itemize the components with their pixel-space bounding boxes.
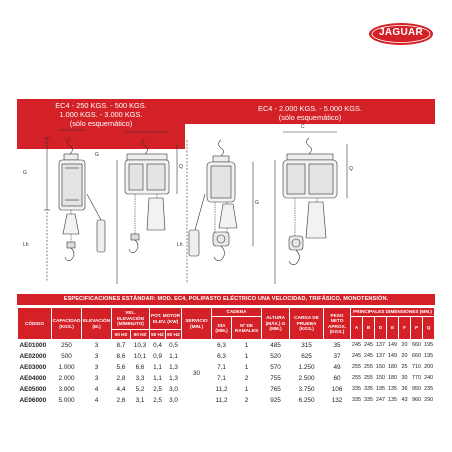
hoist-side-view-right: [275, 132, 347, 284]
cell-dim-p: 710: [412, 364, 422, 370]
cell-capacidad: 500: [52, 351, 82, 362]
cell-dim-a: 335: [351, 395, 363, 406]
cell-carga: 315: [301, 342, 312, 349]
cell-dim-b: 335: [363, 395, 375, 406]
col-header-pot-50hz: 50 HZ: [150, 330, 166, 340]
cell-codigo: AE05000: [19, 386, 47, 393]
cell-pot-60: 1,3: [169, 364, 178, 371]
cell-altura: 485: [270, 342, 281, 349]
hoist-front-view-right: [187, 140, 253, 284]
jaguar-logo: [368, 22, 434, 46]
table-row: [18, 362, 435, 373]
cell-dia: 11,2: [215, 386, 228, 393]
cell-pot-60: 0,5: [169, 342, 178, 349]
cell-pot-60: 3,0: [166, 395, 182, 406]
header-left-line: 1.000 KGS. - 3.000 KGS.: [59, 110, 143, 119]
cell-codigo: AE01000: [19, 342, 47, 349]
cell-pot-60: 1,3: [166, 373, 182, 384]
cell-codigo: AE02000: [18, 351, 52, 362]
cell-peso: 106: [331, 386, 343, 393]
cell-dim-e: 149: [388, 342, 398, 348]
cell-altura: 765: [270, 386, 281, 393]
cell-dim-f: 25: [401, 364, 408, 370]
cell-dim-d: 137: [376, 342, 386, 348]
cell-pot-60: 1,1: [166, 351, 182, 362]
cell-dim-q: 290: [423, 395, 435, 406]
cell-vel-60: 6,6: [135, 364, 145, 371]
dim-label-g-right: G: [255, 200, 259, 206]
cell-dia: 6,3: [212, 351, 232, 362]
cell-altura: 755: [262, 373, 290, 384]
col-header-principales: PRINCIPALES DIMENSIONES (MM.): [351, 308, 435, 317]
cell-altura: 570: [270, 364, 281, 371]
col-header-altura: ALTURA (MÁX.) G (MM.): [262, 308, 290, 340]
cell-dim-d: 150: [375, 373, 387, 384]
header-right-line: (sólo esquemático): [278, 113, 342, 122]
table-row: [18, 373, 435, 384]
cell-ramales: 1: [244, 386, 249, 393]
cell-capacidad: 1.000: [58, 364, 75, 371]
logo-text: JAGUAR: [378, 27, 424, 38]
cell-dim-q: 240: [423, 373, 435, 384]
cell-dim-f: 36: [401, 386, 408, 392]
dim-label-q-right: Q: [349, 166, 353, 172]
dim-label-q-left: Q: [179, 164, 183, 170]
cell-dim-e: 135: [388, 386, 398, 392]
cell-dim-e: 180: [388, 364, 398, 370]
spec-table: [17, 307, 435, 406]
cell-elevacion: 4: [94, 386, 99, 393]
cell-elevacion: 3: [82, 351, 112, 362]
col-header-dim-p: P: [411, 317, 423, 340]
cell-dim-b: 255: [364, 364, 374, 370]
cell-dim-q: 195: [423, 351, 435, 362]
cell-pot-50: 1,1: [153, 364, 162, 371]
spec-title: ESPECIFICACIONES ESTÁNDAR: MOD. EC4, POLIPASTO ELÉCTRICO UNA VELOCIDAD, TRIFÁSICO, MONOTENSIÓN.: [63, 296, 389, 302]
cell-carga: 625: [290, 351, 324, 362]
col-header-dim-e: E: [387, 317, 399, 340]
cell-dia: 6,3: [217, 342, 226, 349]
cell-pot-50: 0,9: [150, 351, 166, 362]
cell-vel-50: 4,4: [116, 386, 126, 393]
cell-dim-d: 150: [376, 364, 386, 370]
cell-dim-p: 660: [412, 342, 422, 348]
cell-dim-b: 245: [363, 351, 375, 362]
col-header-vel-50hz: 50 HZ: [112, 330, 131, 340]
cell-dim-a: 255: [351, 373, 363, 384]
dim-label-lh-right: Lh: [177, 242, 183, 248]
cell-ramales: 1: [232, 351, 262, 362]
header-right-text: [185, 104, 435, 122]
col-header-servicio: SERVICIO (MIN.): [182, 308, 212, 340]
cell-dim-e: 135: [387, 395, 399, 406]
cell-vel-50: 8,7: [116, 342, 126, 349]
cell-capacidad: 2.000: [52, 373, 82, 384]
col-header-elevacion: ELEVACIÓN (M.): [82, 308, 112, 340]
cell-dim-p: 950: [412, 386, 422, 392]
table-row: [18, 351, 435, 362]
cell-pot-50: 1,1: [150, 373, 166, 384]
col-header-peso: PESO NETO APROX. (KGS.): [324, 308, 351, 340]
hoist-drawings: [17, 124, 435, 294]
cell-capacidad: 250: [61, 342, 72, 349]
cell-pot-50: 2,5: [150, 395, 166, 406]
cell-elevacion: 3: [82, 373, 112, 384]
cell-dim-p: 770: [411, 373, 423, 384]
cell-dim-d: 137: [375, 351, 387, 362]
hoist-schematic-drawing: [17, 124, 435, 294]
cell-servicio: 30: [192, 369, 201, 377]
cell-carga: 1.250: [298, 364, 315, 371]
cell-pot-50: 2,5: [153, 386, 162, 393]
cell-codigo: AE04000: [18, 373, 52, 384]
cell-peso: 49: [333, 364, 341, 371]
col-header-codigo: CÓDIGO: [18, 308, 52, 340]
header-left-line: (sólo esquemático): [69, 119, 133, 128]
cell-peso: 35: [333, 342, 341, 349]
cell-dim-q: 195: [424, 342, 434, 348]
cell-vel-60: 3,1: [131, 395, 150, 406]
col-header-dim-q: Q: [423, 317, 435, 340]
cell-ramales: 1: [244, 342, 249, 349]
cell-codigo: AE03000: [19, 364, 47, 371]
cell-pot-50: 0,4: [153, 342, 162, 349]
cell-vel-50: 5,6: [116, 364, 126, 371]
cell-dim-f: 30: [399, 373, 411, 384]
col-header-cadena: CADENA: [212, 308, 262, 317]
cell-vel-60: 3,3: [131, 373, 150, 384]
cell-dia: 7,1: [217, 364, 226, 371]
col-header-dim-d: D: [375, 317, 387, 340]
cell-dim-d: 195: [376, 386, 386, 392]
cell-dim-a: 255: [352, 364, 362, 370]
cell-dim-a: 335: [352, 386, 362, 392]
cell-vel-60: 5,2: [135, 386, 145, 393]
table-header-row: [18, 308, 435, 317]
cell-dim-p: 960: [411, 395, 423, 406]
cell-dim-q: 235: [424, 386, 434, 392]
col-header-dim-f: F: [399, 317, 411, 340]
cell-ramales: 2: [232, 395, 262, 406]
cell-dim-e: 180: [387, 373, 399, 384]
cell-codigo: AE06000: [18, 395, 52, 406]
cell-dim-a: 245: [352, 342, 362, 348]
cell-elevacion: 4: [82, 395, 112, 406]
cell-dim-b: 255: [363, 373, 375, 384]
cell-altura: 925: [262, 395, 290, 406]
col-header-dia: DÍA (MM.): [212, 317, 232, 340]
cell-peso: 132: [324, 395, 351, 406]
col-header-pot-motor: POT. MOTOR ELEV. (KW): [150, 308, 182, 330]
cell-capacidad: 5.000: [52, 395, 82, 406]
hoist-side-view-left: [117, 132, 177, 284]
cell-dim-q: 200: [424, 364, 434, 370]
cell-dia: 11,2: [212, 395, 232, 406]
cell-carga: 3.750: [298, 386, 315, 393]
cell-peso: 37: [324, 351, 351, 362]
col-header-capacidad: CAPACIDAD (KGS.): [52, 308, 82, 340]
dim-label-g-left-2: G: [95, 152, 99, 158]
dim-label-lh-left: Lh: [23, 242, 29, 248]
cell-dim-b: 245: [364, 342, 374, 348]
table-row: [18, 340, 435, 352]
col-header-dim-a: A: [351, 317, 363, 340]
cell-vel-50: 2,8: [112, 373, 131, 384]
cell-pot-60: 3,0: [169, 386, 178, 393]
cell-vel-60: 10,1: [131, 351, 150, 362]
cell-altura: 520: [262, 351, 290, 362]
cell-elevacion: 3: [94, 342, 99, 349]
dim-label-g-left: G: [23, 170, 27, 176]
table-row: [18, 384, 435, 395]
cell-capacidad: 3.000: [58, 386, 75, 393]
dim-label-c-right: C: [301, 124, 305, 130]
col-header-dim-b: B: [363, 317, 375, 340]
cell-dim-f: 43: [399, 395, 411, 406]
cell-dim-b: 335: [364, 386, 374, 392]
cell-vel-50: 8,6: [112, 351, 131, 362]
cell-dim-p: 660: [411, 351, 423, 362]
col-header-vel-60hz: 60 HZ: [131, 330, 150, 340]
cell-ramales: 2: [232, 373, 262, 384]
col-header-pot-60hz: 60 HZ: [166, 330, 182, 340]
cell-vel-50: 2,6: [112, 395, 131, 406]
cell-dim-a: 245: [351, 351, 363, 362]
header-left-line: EC4 - 250 KGS. - 500 KGS.: [55, 101, 147, 110]
col-header-carga-prueba: CARGA DE PRUEBA (KGS.): [290, 308, 324, 340]
cell-dim-f: 20: [401, 342, 408, 348]
cell-vel-60: 10,3: [133, 342, 147, 349]
cell-dim-f: 20: [399, 351, 411, 362]
cell-elevacion: 3: [94, 364, 99, 371]
header-right-line: EC4 - 2.000 KGS. - 5.000 KGS.: [258, 104, 362, 113]
col-header-ramales: Nº DE RAMALES: [232, 317, 262, 340]
cell-carga: 6.250: [290, 395, 324, 406]
cell-dim-e: 149: [387, 351, 399, 362]
cell-dia: 7,1: [212, 373, 232, 384]
table-row: [18, 395, 435, 406]
col-header-vel-elevacion: VEL. ELEVACIÓN (M/MINUTO): [112, 308, 150, 330]
cell-ramales: 1: [244, 364, 249, 371]
cell-carga: 2.500: [290, 373, 324, 384]
cell-peso: 60: [324, 373, 351, 384]
cell-dim-d: 247: [375, 395, 387, 406]
